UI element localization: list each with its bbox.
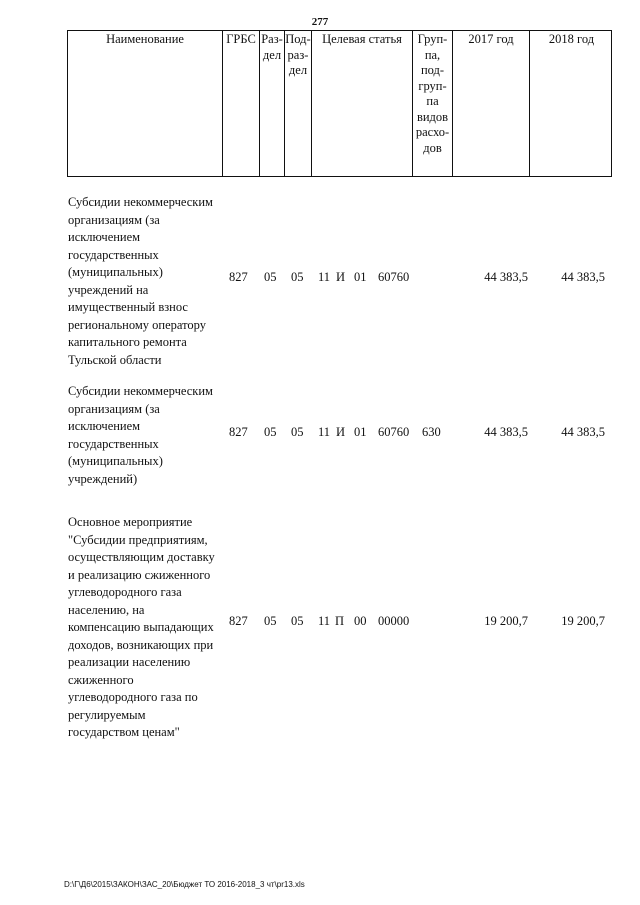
row-target-code: 60760 — [378, 425, 410, 439]
page-number: 277 — [311, 16, 329, 28]
row-target-event: 01 — [354, 425, 367, 439]
row-podrazdel: 05 — [291, 270, 304, 284]
row-value-2018: 44 383,5 — [561, 270, 605, 284]
header-year-2018: 2018 год — [548, 32, 595, 46]
header-year-2017: 2017 год — [453, 31, 530, 176]
row-grbs: 827 — [229, 614, 248, 628]
row-value-2018: 19 200,7 — [561, 614, 605, 628]
row-name: Субсидии некоммерческим организациям (за исключением государственных (муниципальных) учреждений на имущественный взнос региональному оператору капитального ремонта Тульской области — [68, 195, 213, 367]
row-target-event: 01 — [354, 270, 367, 284]
row-grbs: 827 — [229, 425, 248, 439]
row-podrazdel: 05 — [291, 425, 304, 439]
header-name: Наименование — [68, 31, 223, 176]
header-expense-group: Груп- па, под- груп- па видов расхо- дов — [413, 31, 453, 176]
row-target-program: 11 — [318, 425, 331, 439]
row-razdel: 05 — [264, 614, 277, 628]
file-path-footer: D:\Г\Д6\2015\ЗАКОН\ЗАС_20\Бюджет ТО 2016-2018_3 чт\pr13.xls — [64, 880, 305, 889]
row-target-program: 11 — [318, 270, 331, 284]
row-target-code: 00000 — [378, 614, 410, 628]
row-target-code: 60760 — [378, 270, 410, 284]
header-podrazdel: Под- раз- дел — [285, 31, 312, 176]
row-grbs: 827 — [229, 270, 248, 284]
row-value-2017: 44 383,5 — [484, 270, 528, 284]
row-name: Основное мероприятие "Субсидии предприятиям, осуществляющим доставку и реализацию сжиженного углеводородного газа населению, на компенсацию выпадающих доходов, возникающих при реализации населению сжиженного углеводородного газа по регулируемым государством ценам" — [68, 515, 215, 739]
row-razdel: 05 — [264, 425, 277, 439]
row-target-program: 11 — [318, 614, 331, 628]
row-target-subprogram: И — [336, 425, 346, 439]
header-razdel: Раз- дел — [260, 31, 285, 176]
header-target-article: Целевая статья — [312, 31, 413, 176]
row-name: Субсидии некоммерческим организациям (за исключением государственных (муниципальных) учреждений) — [68, 384, 213, 486]
row-podrazdel: 05 — [291, 614, 304, 628]
row-razdel: 05 — [264, 270, 277, 284]
table-header — [67, 30, 612, 177]
row-value-2017: 44 383,5 — [484, 425, 528, 439]
row-value-2017: 19 200,7 — [484, 614, 528, 628]
header-grbs: ГРБС — [223, 31, 260, 176]
table-row — [67, 194, 612, 367]
row-target-event: 00 — [354, 614, 367, 628]
table-row — [67, 383, 612, 493]
row-target-subprogram: И — [336, 270, 346, 284]
table-row — [67, 514, 612, 744]
row-expense-group: 630 — [422, 425, 441, 439]
row-target-subprogram: П — [335, 614, 345, 628]
row-value-2018: 44 383,5 — [561, 425, 605, 439]
